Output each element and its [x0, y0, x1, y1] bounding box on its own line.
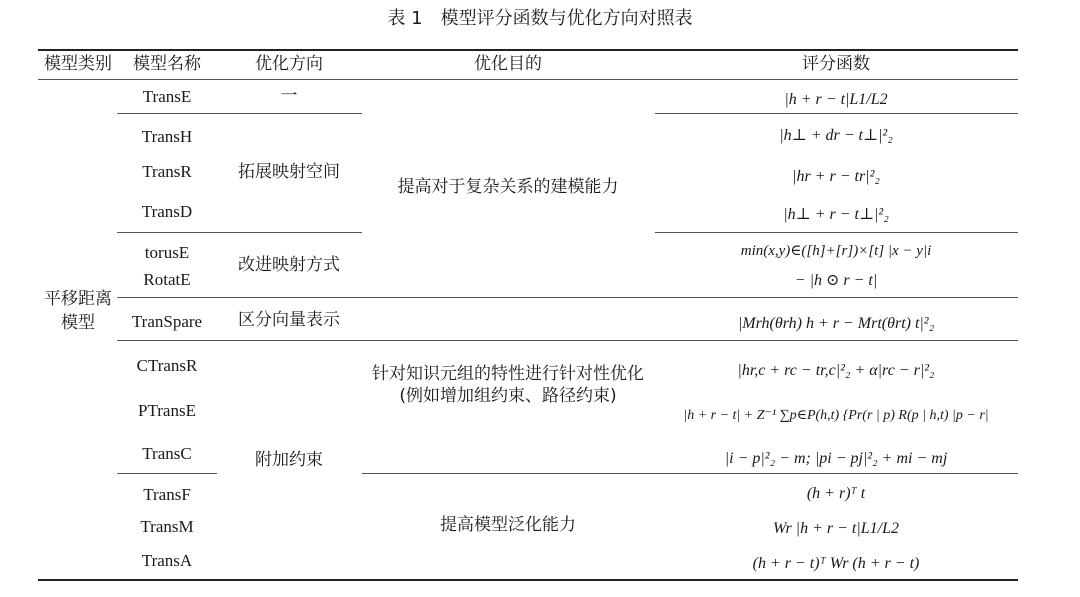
rule-transe-left: [117, 113, 362, 114]
goal-complex-relations: 提高对于复杂关系的建模能力: [397, 177, 619, 197]
rule-transc-right: [362, 473, 1018, 474]
header-goal: 优化目的: [474, 54, 542, 74]
model-name: TranSpare: [131, 312, 203, 331]
model-name: TransC: [142, 444, 192, 463]
model-name: TransE: [142, 87, 192, 106]
direction-none: 一: [280, 86, 298, 106]
score-function: min(x,y)∈([h]+[r])×[t] |x − y|i: [740, 243, 932, 259]
direction-expand: 拓展映射空间: [238, 162, 340, 182]
score-function: |hr,c + rc − tr,c|²₂ + α|rc − r|²₂: [737, 362, 935, 379]
direction-constraint: 附加约束: [255, 450, 323, 470]
header-name: 模型名称: [133, 54, 201, 74]
score-function: (h + r)ᵀ t: [806, 485, 866, 502]
score-function: |hr + r − tr|²₂: [792, 168, 880, 185]
score-function: |h + r − t| + Z⁻¹ ∑p∈P(h,t) {Pr(r | p) R(p | h,t) |p − r|: [683, 408, 989, 423]
goal-generalization: 提高模型泛化能力: [440, 515, 576, 535]
rule-transd-right: [655, 232, 1018, 233]
category-label-line1: 平移距离: [44, 289, 112, 309]
model-name: CTransR: [136, 356, 198, 375]
model-name: TransH: [141, 127, 193, 146]
table-caption: 表 1 模型评分函数与优化方向对照表: [387, 8, 693, 29]
rule-transpare: [117, 340, 1018, 341]
rule-transd-left: [117, 232, 362, 233]
category-label-line2: 模型: [61, 313, 95, 333]
direction-improve: 改进映射方式: [238, 255, 340, 275]
score-function: |h⊥ + dr − t⊥|²₂: [779, 127, 893, 144]
score-function: |Mrh(θrh) h + r − Mrt(θrt) t|²₂: [737, 315, 935, 332]
header-score: 评分函数: [802, 54, 870, 74]
score-function: |i − p|²₂ − m; |pi − pj|²₂ + mi − mj: [724, 450, 948, 467]
goal-tuple-optimization: 针对知识元组的特性进行针对性优化: [372, 364, 644, 384]
header-rule: [38, 79, 1018, 80]
score-function: − |h ⊙ r − t|: [794, 272, 878, 289]
model-name: TransR: [142, 162, 192, 181]
model-name: TransF: [143, 485, 191, 504]
model-name: TransD: [141, 202, 193, 221]
score-function: (h + r − t)ᵀ Wr (h + r − t): [752, 555, 920, 572]
direction-distinguish: 区分向量表示: [238, 310, 340, 330]
header-direction: 优化方向: [255, 54, 323, 74]
rule-transe-right: [655, 113, 1018, 114]
model-name: PTransE: [138, 401, 196, 420]
score-function: |h + r − t|L1/L2: [784, 91, 888, 108]
bottom-rule: [38, 579, 1018, 581]
model-name: RotatE: [143, 270, 191, 289]
score-function: Wr |h + r − t|L1/L2: [773, 520, 899, 537]
rule-rotate: [117, 297, 1018, 298]
top-rule: [38, 49, 1018, 51]
score-function: |h⊥ + r − t⊥|²₂: [783, 206, 889, 223]
model-name: TransM: [140, 517, 194, 536]
rule-transc-name: [117, 473, 217, 474]
header-category: 模型类别: [44, 54, 112, 74]
goal-tuple-example: (例如增加组约束、路径约束): [399, 386, 617, 406]
model-name: torusE: [144, 243, 190, 262]
model-name: TransA: [141, 551, 193, 570]
